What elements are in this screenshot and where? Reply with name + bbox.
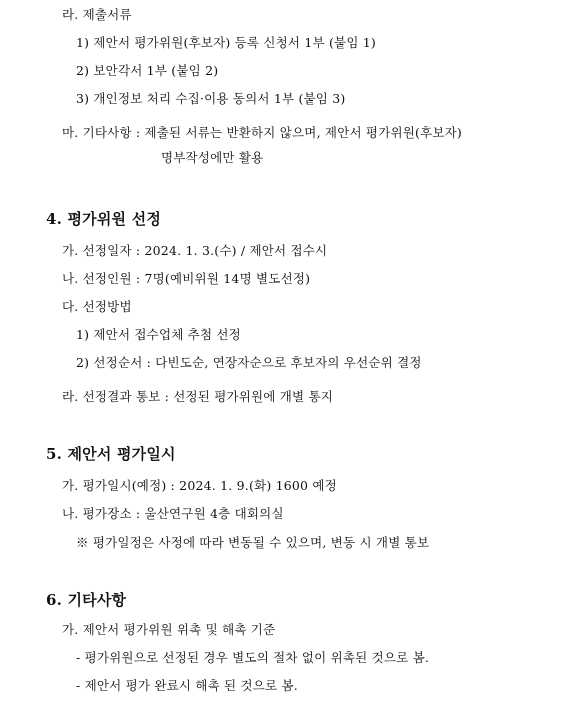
- lottery-selection-item: 1) 제안서 접수업체 추첨 선정: [76, 327, 241, 342]
- security-pledge-item: 2) 보안각서 1부 (붙임 2): [76, 63, 219, 78]
- selection-result-item: 라. 선정결과 통보 : 선정된 평가위원에 개별 통지: [62, 389, 334, 404]
- section-5-heading: 5. 제안서 평가일시: [46, 445, 176, 463]
- other-matters-item: 마. 기타사항 : 제출된 서류는 반환하지 않으며, 제안서 평가위원(후보자): [62, 125, 462, 140]
- section-6-heading: 6. 기타사항: [46, 591, 127, 609]
- registration-form-item: 1) 제안서 평가위원(후보자) 등록 신청서 1부 (붙임 1): [76, 35, 377, 50]
- evaluation-datetime-item: 가. 평가일시(예정) : 2024. 1. 9.(화) 1600 예정: [62, 478, 337, 493]
- schedule-change-note: ※ 평가일정은 사정에 따라 변동될 수 있으며, 변동 시 개별 통보: [76, 535, 430, 550]
- section-4-heading: 4. 평가위원 선정: [46, 210, 162, 228]
- submission-documents-item: 라. 제출서류: [62, 7, 132, 22]
- selection-method-item: 다. 선정방법: [62, 299, 132, 314]
- evaluation-venue-item: 나. 평가장소 : 울산연구원 4층 대회의실: [62, 506, 284, 521]
- appointment-criteria-item: 가. 제안서 평가위원 위촉 및 해촉 기준: [62, 622, 276, 637]
- dismissal-bullet: - 제안서 평가 완료시 해촉 된 것으로 봄.: [76, 678, 298, 693]
- other-matters-item-continued: 명부작성에만 활용: [161, 150, 264, 165]
- appointment-bullet: - 평가위원으로 선정된 경우 별도의 절차 없이 위촉된 것으로 봄.: [76, 650, 430, 665]
- privacy-consent-item: 3) 개인정보 처리 수집·이용 동의서 1부 (붙임 3): [76, 91, 346, 106]
- selection-count-item: 나. 선정인원 : 7명(예비위원 14명 별도선정): [62, 271, 311, 286]
- selection-order-item: 2) 선정순서 : 다빈도순, 연장자순으로 후보자의 우선순위 결정: [76, 355, 422, 370]
- selection-date-item: 가. 선정일자 : 2024. 1. 3.(수) / 제안서 접수시: [62, 243, 328, 258]
